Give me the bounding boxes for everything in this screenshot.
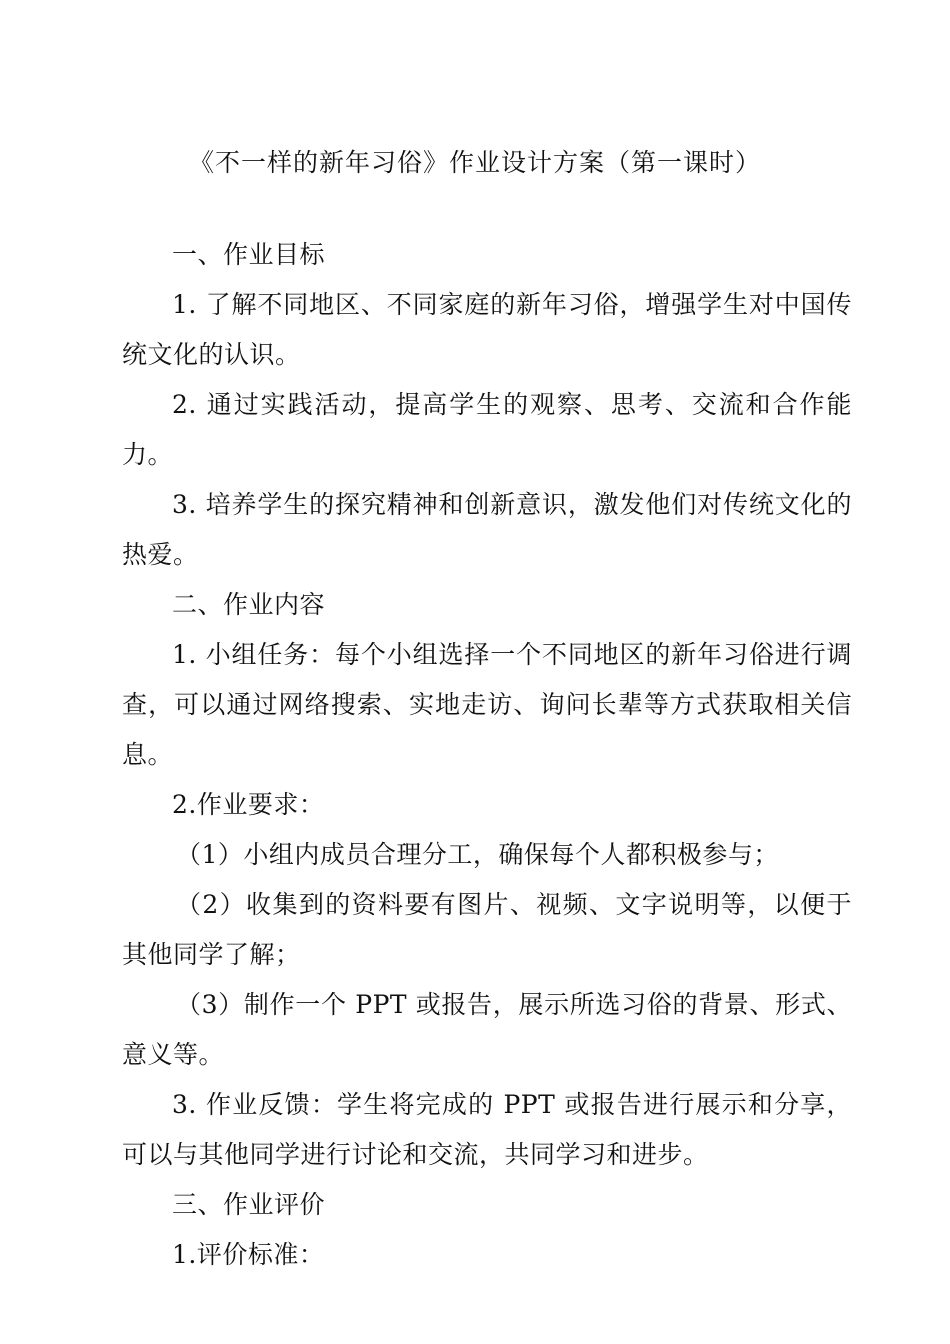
requirement-item-3: （3）制作一个 PPT 或报告，展示所选习俗的背景、形式、意义等。 bbox=[122, 990, 852, 1069]
section-heading-goals: 一、作业目标 bbox=[172, 240, 326, 269]
content-item-3: 3. 作业反馈：学生将完成的 PPT 或报告进行展示和分享，可以与其他同学进行讨论和交流，共同学习和进步。 bbox=[122, 1090, 852, 1169]
evaluation-item-1: 1.评价标准： bbox=[172, 1240, 325, 1269]
requirement-item-2: （2）收集到的资料要有图片、视频、文字说明等，以便于其他同学了解； bbox=[122, 890, 852, 969]
content-item-1: 1. 小组任务：每个小组选择一个不同地区的新年习俗进行调查，可以通过网络搜索、实地走访、询问长辈等方式获取相关信息。 bbox=[122, 640, 852, 769]
section-heading-evaluation: 三、作业评价 bbox=[172, 1190, 326, 1219]
requirement-item-1: （1）小组内成员合理分工，确保每个人都积极参与； bbox=[176, 840, 779, 869]
goal-item-3: 3. 培养学生的探究精神和创新意识，激发他们对传统文化的热爱。 bbox=[122, 490, 852, 569]
goal-item-1: 1. 了解不同地区、不同家庭的新年习俗，增强学生对中国传统文化的认识。 bbox=[122, 290, 852, 369]
content-item-2: 2.作业要求： bbox=[172, 790, 325, 819]
document-body bbox=[122, 230, 852, 1280]
section-heading-content: 二、作业内容 bbox=[172, 590, 326, 619]
goal-item-2: 2. 通过实践活动，提高学生的观察、思考、交流和合作能力。 bbox=[122, 390, 852, 469]
document-title: 《不一样的新年习俗》作业设计方案（第一课时） bbox=[188, 148, 761, 177]
